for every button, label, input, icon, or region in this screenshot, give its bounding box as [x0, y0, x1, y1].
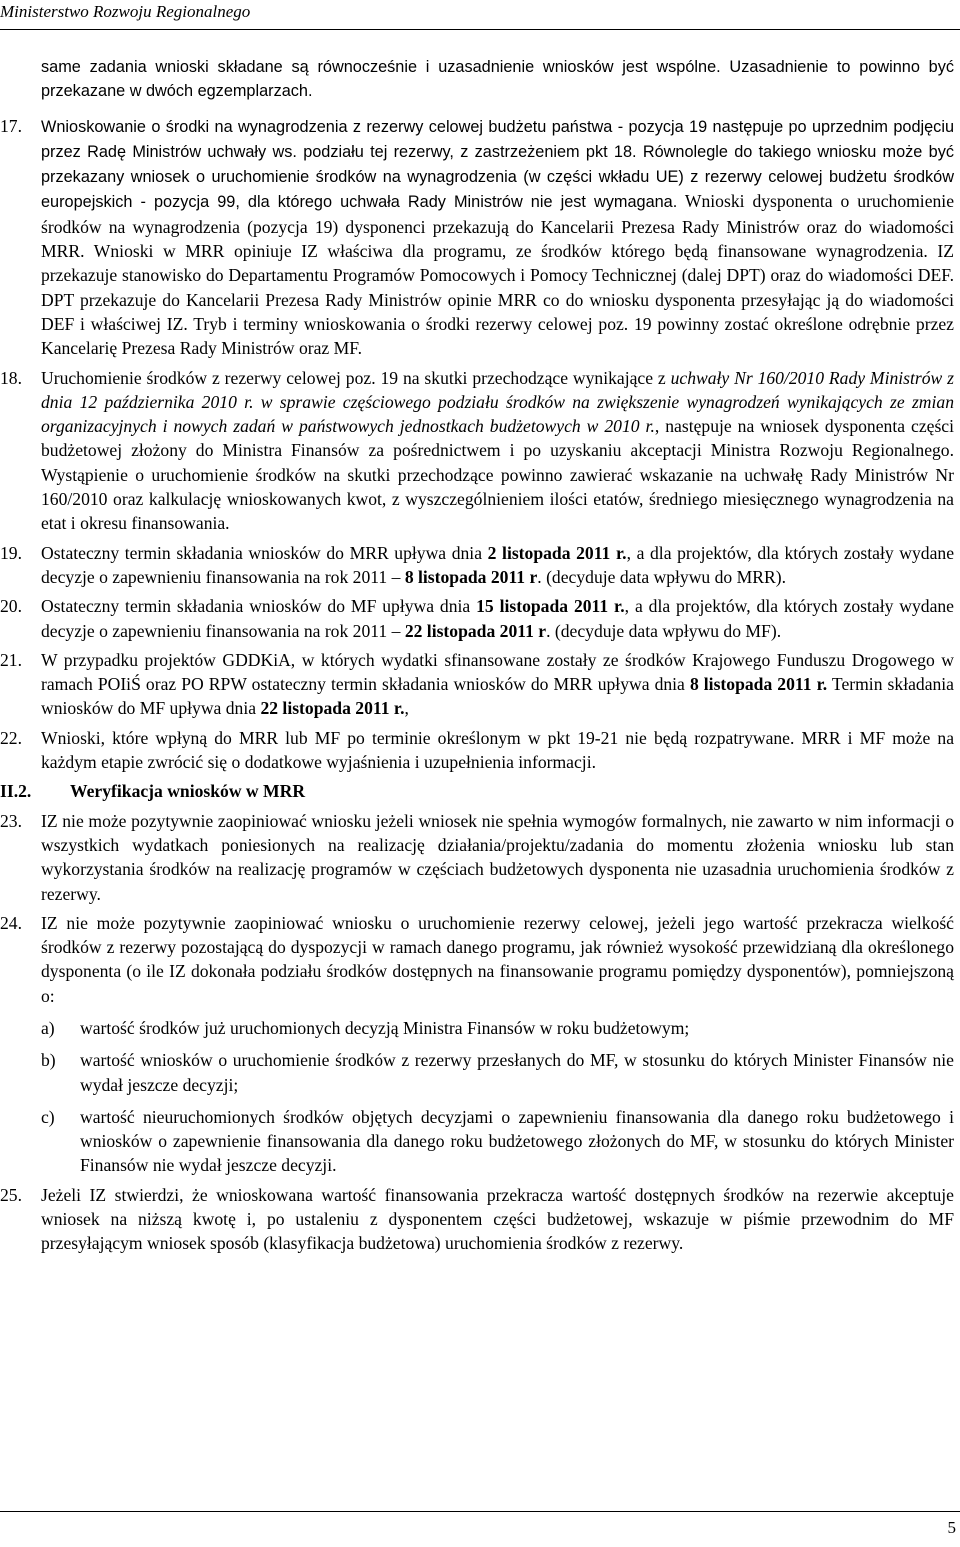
list-item-17	[0, 114, 960, 361]
section-heading	[0, 779, 960, 803]
item-21-text-continued: Termin składania wniosków do MF upływa dnia	[41, 674, 954, 719]
item-17-text: Wnioski dysponenta o uruchomienie środków na wynagrodzenia (pozycja 19) dysponenci przekazują do Kancelarii Prezesa Rady Ministrów oraz do wiadomości MRR. Wnioski w MRR opiniuje IZ właściwa dla programu, ze środków którego będą finansowane wynagrodzenia. IZ przekazuje stanowisko do Departamentu Programów Pomocowych i Pomocy Technicznej (dalej DPT) oraz do wiadomości DEF. DPT przekazuje do Kancelarii Prezesa Rady Ministrów opinie MRR co do wniosku dysponenta przesyłając ją do wiadomości DEF i właściwej IZ. Tryb i terminy wnioskowania o środki rezerwy celowej poz. 19 powinny zostać określone odrębnie przez Kancelarię Prezesa Rady Ministrów oraz MF.	[41, 191, 954, 359]
item-number: 22.	[0, 727, 22, 748]
sub-item-letter: b)	[41, 1050, 56, 1071]
document-body	[0, 55, 960, 1256]
item-number: 21.	[0, 649, 22, 670]
item-18-resolution-reference: uchwały Nr 160/2010 Rady Ministrów z dnia 12 października 2010 r. w sprawie częściowego podziału środków na zwiększenie wynagrodzeń wynikających ze zmian organizacyjnych i nowych zadań w państwowych jednostkach budżetowych w 2010 r.	[41, 367, 955, 437]
page-header	[0, 0, 960, 32]
item-number: 24.	[0, 912, 22, 933]
item-25-text: Jeżeli IZ stwierdzi, że wnioskowana wartość finansowania przekracza wartość dostępnych środków na rezerwie akceptuje wniosek na niższą kwotę i, po ustaleniu z dysponentem części budżetowej, wskazuje w piśmie przewodnim do MF przesyłającym wniosek sposób (klasyfikacja budżetowa) uruchomienia środków z rezerwy.	[41, 1184, 954, 1254]
item-24-text: IZ nie może pozytywnie zaopiniować wniosku o uruchomienie rezerwy celowej, jeżeli jego wartość przekracza wielkość środków z rezerwy pozostającą do dyspozycji w ramach danego programu, jak również wysokość przewidzianą dla określonego dysponenta (o ile IZ dokonała podziału środków dostępnych na finansowanie programu pomiędzy dysponentów), pomniejszoną o:	[41, 912, 954, 1006]
list-item-18	[0, 366, 960, 536]
item-21-deadline-mf: 22 listopada 2011 r.	[260, 698, 405, 719]
item-number: 17.	[0, 115, 22, 136]
item-20-deadline-projects: 22 listopada 2011 r	[404, 620, 547, 641]
list-item-19	[0, 541, 960, 590]
list-item-21	[0, 648, 960, 721]
sub-item-c-text: wartość nieuruchomionych środków objętych decyzjami o zapewnieniu finansowania dla danego roku budżetowego i wniosków o zapewnienie finansowania dla danego roku budżetowego złożonych do MF, w stosunku do których Minister Finansów nie wydał jeszcze decyzji.	[80, 1106, 954, 1176]
item-19-text-end: . (decyduje data wpływu do MRR).	[537, 566, 786, 587]
sub-item-c	[0, 1105, 960, 1178]
item-number: 18.	[0, 367, 22, 388]
item-21-text-end: ,	[404, 698, 409, 719]
item-number: 23.	[0, 810, 22, 831]
sub-item-b-text: wartość wniosków o uruchomienie środków z rezerwy przesłanych do MF, w stosunku do których Minister Finansów nie wydał jeszcze decyzji;	[80, 1050, 954, 1095]
sub-item-b	[0, 1048, 960, 1097]
list-item-24	[0, 911, 960, 1008]
item-19-deadline: 2 listopada 2011 r.	[487, 542, 627, 563]
item-18-text: Uruchomienie środków z rezerwy celowej poz. 19 na skutki przechodzące wynikające z	[41, 367, 671, 388]
item-20-text-end: . (decyduje data wpływu do MF).	[546, 620, 782, 641]
item-number: 25.	[0, 1184, 22, 1205]
item-23-text: IZ nie może pozytywnie zaopiniować wniosku jeżeli wniosek nie spełnia wymogów formalnych, nie zawarto w nim informacji o wszystkich wydatkach poniesionych na realizację działania/projektu/zadania do momentu złożenia wniosku lub stan wykorzystania środków na realizację programów w częściach budżetowych dysponenta nie uzasadnia uruchomienia środków z rezerwy.	[41, 810, 954, 904]
item-22-text: Wnioski, które wpłyną do MRR lub MF po terminie określonym w pkt 19-21 nie będą rozpatrywane. MRR i MF może na każdym etapie zwrócić się o dodatkowe wyjaśnienia i uzupełnienia informacji.	[41, 727, 954, 773]
item-19-deadline-projects: 8 listopada 2011 r	[404, 566, 538, 587]
item-17-sans-text: Wnioskowanie o środki na wynagrodzenia z rezerwy celowej budżetu państwa - pozycja 19 następuje po uprzednim podjęciu przez Radę Ministrów uchwały ws. podziału tej rezerwy, z zastrzeżeniem pkt 18. Równolegle do takiego wniosku może być przekazany wniosek o uruchomienie środków na wynagrodzenia (w części wkładu UE) z rezerwy celowej budżetu środków europejskich - pozycja 99, dla którego uchwała Rady Ministrów nie jest wymagana.	[41, 117, 954, 212]
sub-item-letter: a)	[41, 1017, 55, 1038]
header-rule	[0, 29, 960, 30]
item-21-deadline-mrr: 8 listopada 2011 r.	[689, 674, 828, 695]
list-item-22	[0, 726, 960, 775]
list-item-20	[0, 594, 960, 643]
item-18-text-continued: , następuje na wniosek dysponenta części budżetowej złożony do Ministra Finansów za pośrednictwem i po uzyskaniu akceptacji Ministra Rozwoju Regionalnego. Wystąpienie o uruchomienie środków na skutki przechodzące powinno zawierać wskazanie na uchwałę Rady Ministrów Nr 160/2010 oraz kalkulację wnioskowanych kwot, z wyszczególnieniem ilości etatów, średniego miesięcznego wynagrodzenia na etat i okresu finansowania.	[41, 416, 954, 534]
header-title: Ministerstwo Rozwoju Regionalnego	[0, 2, 251, 21]
item-20-deadline: 15 listopada 2011 r.	[476, 596, 625, 617]
page-number: 5	[947, 1518, 956, 1537]
item-19-text-continued: , a dla projektów, dla których zostały wydane decyzje o zapewnieniu finansowania na rok 2011 –	[41, 542, 954, 587]
item-number: 19.	[0, 542, 22, 563]
sub-item-a	[0, 1016, 960, 1040]
list-item-25	[0, 1183, 960, 1256]
item-21-text: W przypadku projektów GDDKiA, w których wydatki sfinansowane zostały ze środków Krajowego Funduszu Drogowego w ramach POIiŚ oraz PO RPW ostateczny termin składania wniosków do MRR upływa dnia	[41, 649, 954, 695]
item-20-text: Ostateczny termin składania wniosków do MF upływa dnia	[41, 596, 477, 617]
sub-item-letter: c)	[41, 1106, 55, 1127]
section-title: Weryfikacja wniosków w MRR	[70, 781, 306, 802]
footer-rule	[0, 1511, 960, 1512]
item-number: 20.	[0, 596, 22, 617]
intro-paragraph: same zadania wnioski składane są równocześnie i uzasadnienie wniosków jest wspólne. Uzasadnienie to powinno być przekazane w dwóch egzemplarzach.	[41, 58, 954, 101]
item-19-text: Ostateczny termin składania wniosków do MRR upływa dnia	[41, 542, 488, 563]
section-number: II.2.	[0, 781, 32, 802]
list-item-23	[0, 809, 960, 906]
sub-item-a-text: wartość środków już uruchomionych decyzją Ministra Finansów w roku budżetowym;	[80, 1017, 690, 1038]
item-20-text-continued: , a dla projektów, dla których zostały wydane decyzje o zapewnieniu finansowania na rok 2011 –	[41, 596, 954, 641]
